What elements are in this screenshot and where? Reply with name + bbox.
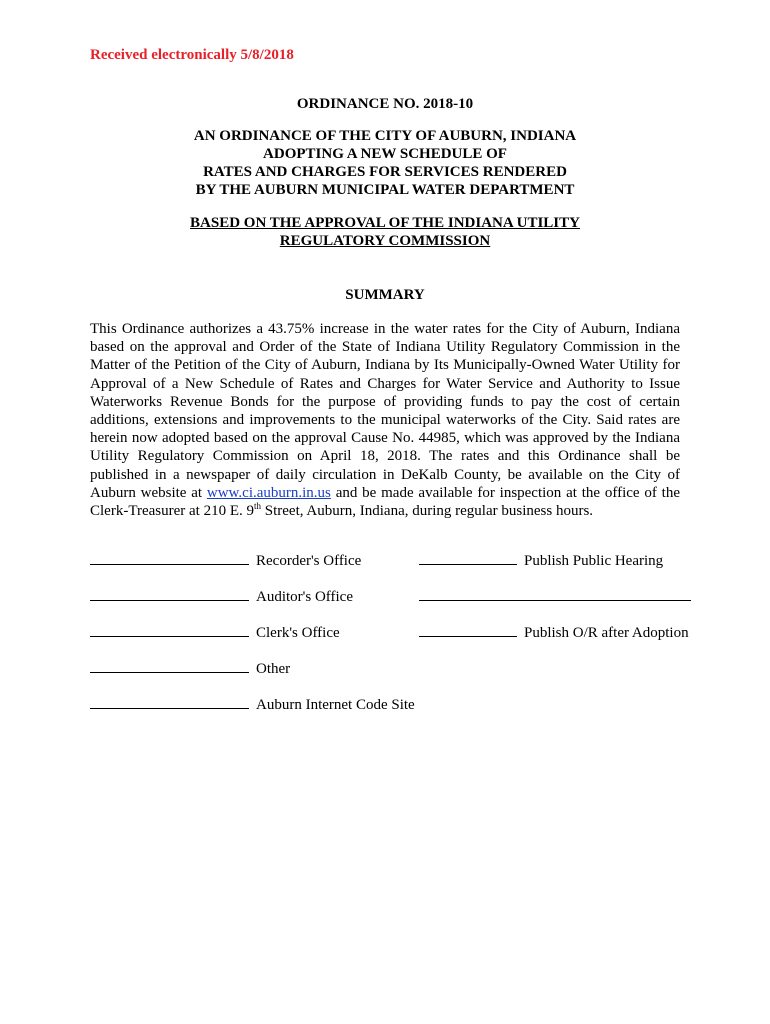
signature-line — [419, 550, 517, 565]
title-line: AN ORDINANCE OF THE CITY OF AUBURN, INDIANA — [193, 128, 577, 144]
summary-text-cont: and be made available for inspection at the office of the Clerk-Treasurer at 210 E. 9 — [90, 484, 680, 520]
ordinance-title — [90, 127, 680, 199]
routing-label: Publish Public Hearing — [524, 553, 664, 569]
routing-row-other — [90, 658, 290, 678]
summary-heading: SUMMARY — [345, 287, 425, 303]
summary-text-end: Street, Auburn, Indiana, during regular business hours. — [261, 503, 594, 520]
signature-line — [90, 658, 249, 673]
signature-line — [90, 550, 249, 565]
routing-label: Recorder's Office — [256, 553, 362, 569]
ordinal-suffix: th — [254, 501, 262, 512]
routing-label: Other — [256, 661, 291, 677]
routing-row-publish-hearing — [419, 550, 663, 570]
routing-row-auditors — [90, 586, 353, 606]
routing-row-blank — [419, 586, 691, 606]
title-line: RATES AND CHARGES FOR SERVICES RENDERED — [203, 164, 567, 180]
ordinance-number: ORDINANCE NO. 2018-10 — [296, 96, 474, 112]
title-line: BY THE AUBURN MUNICIPAL WATER DEPARTMENT — [195, 182, 575, 198]
routing-label: Auditor's Office — [256, 589, 353, 605]
routing-row-internet-code — [90, 694, 415, 714]
routing-row-clerks — [90, 622, 340, 642]
signature-line — [419, 622, 517, 637]
routing-label: Publish O/R after Adoption — [524, 625, 689, 641]
title-line: ADOPTING A NEW SCHEDULE OF — [263, 146, 507, 162]
summary-text: This Ordinance authorizes a 43.75% increase in the water rates for the City of Auburn, Indiana based on the approval and Order of the State of Indiana Utility Regulatory Commission in the Matter of the Petition of the City of Auburn, Indiana by Its Municipally-Owned Water Utility for Approval of a New Schedule of Rates and Charges for Water Service and Authority to Issue Waterworks Revenue Bonds for the purpose of providing funds to pay the cost of certain additions, extensions and improvements to the municipal waterworks of the City. Said rates are herein now adopted based on the approval Cause No. 44985, which was approved by the Indiana Utility Regulatory Commission on April 18, 2018. The rates and this Ordinance shall be published in a newspaper of daily circulation in DeKalb County, be available on the City of Auburn website at — [90, 321, 680, 501]
routing-label: Auburn Internet Code Site — [256, 697, 415, 713]
received-stamp: Received electronically 5/8/2018 — [90, 47, 294, 63]
based-line: REGULATORY COMMISSION — [279, 233, 491, 249]
routing-row-publish-adoption — [419, 622, 689, 642]
summary-paragraph — [90, 320, 680, 520]
signature-line — [90, 694, 249, 709]
routing-label: Clerk's Office — [256, 625, 340, 641]
website-link[interactable]: www.ci.auburn.in.us — [206, 484, 331, 501]
based-line: BASED ON THE APPROVAL OF THE INDIANA UTILITY — [190, 215, 580, 231]
signature-line — [90, 622, 249, 637]
routing-row-recorders — [90, 550, 361, 570]
signature-line — [419, 586, 691, 601]
signature-line — [90, 586, 249, 601]
approval-basis — [90, 214, 680, 250]
